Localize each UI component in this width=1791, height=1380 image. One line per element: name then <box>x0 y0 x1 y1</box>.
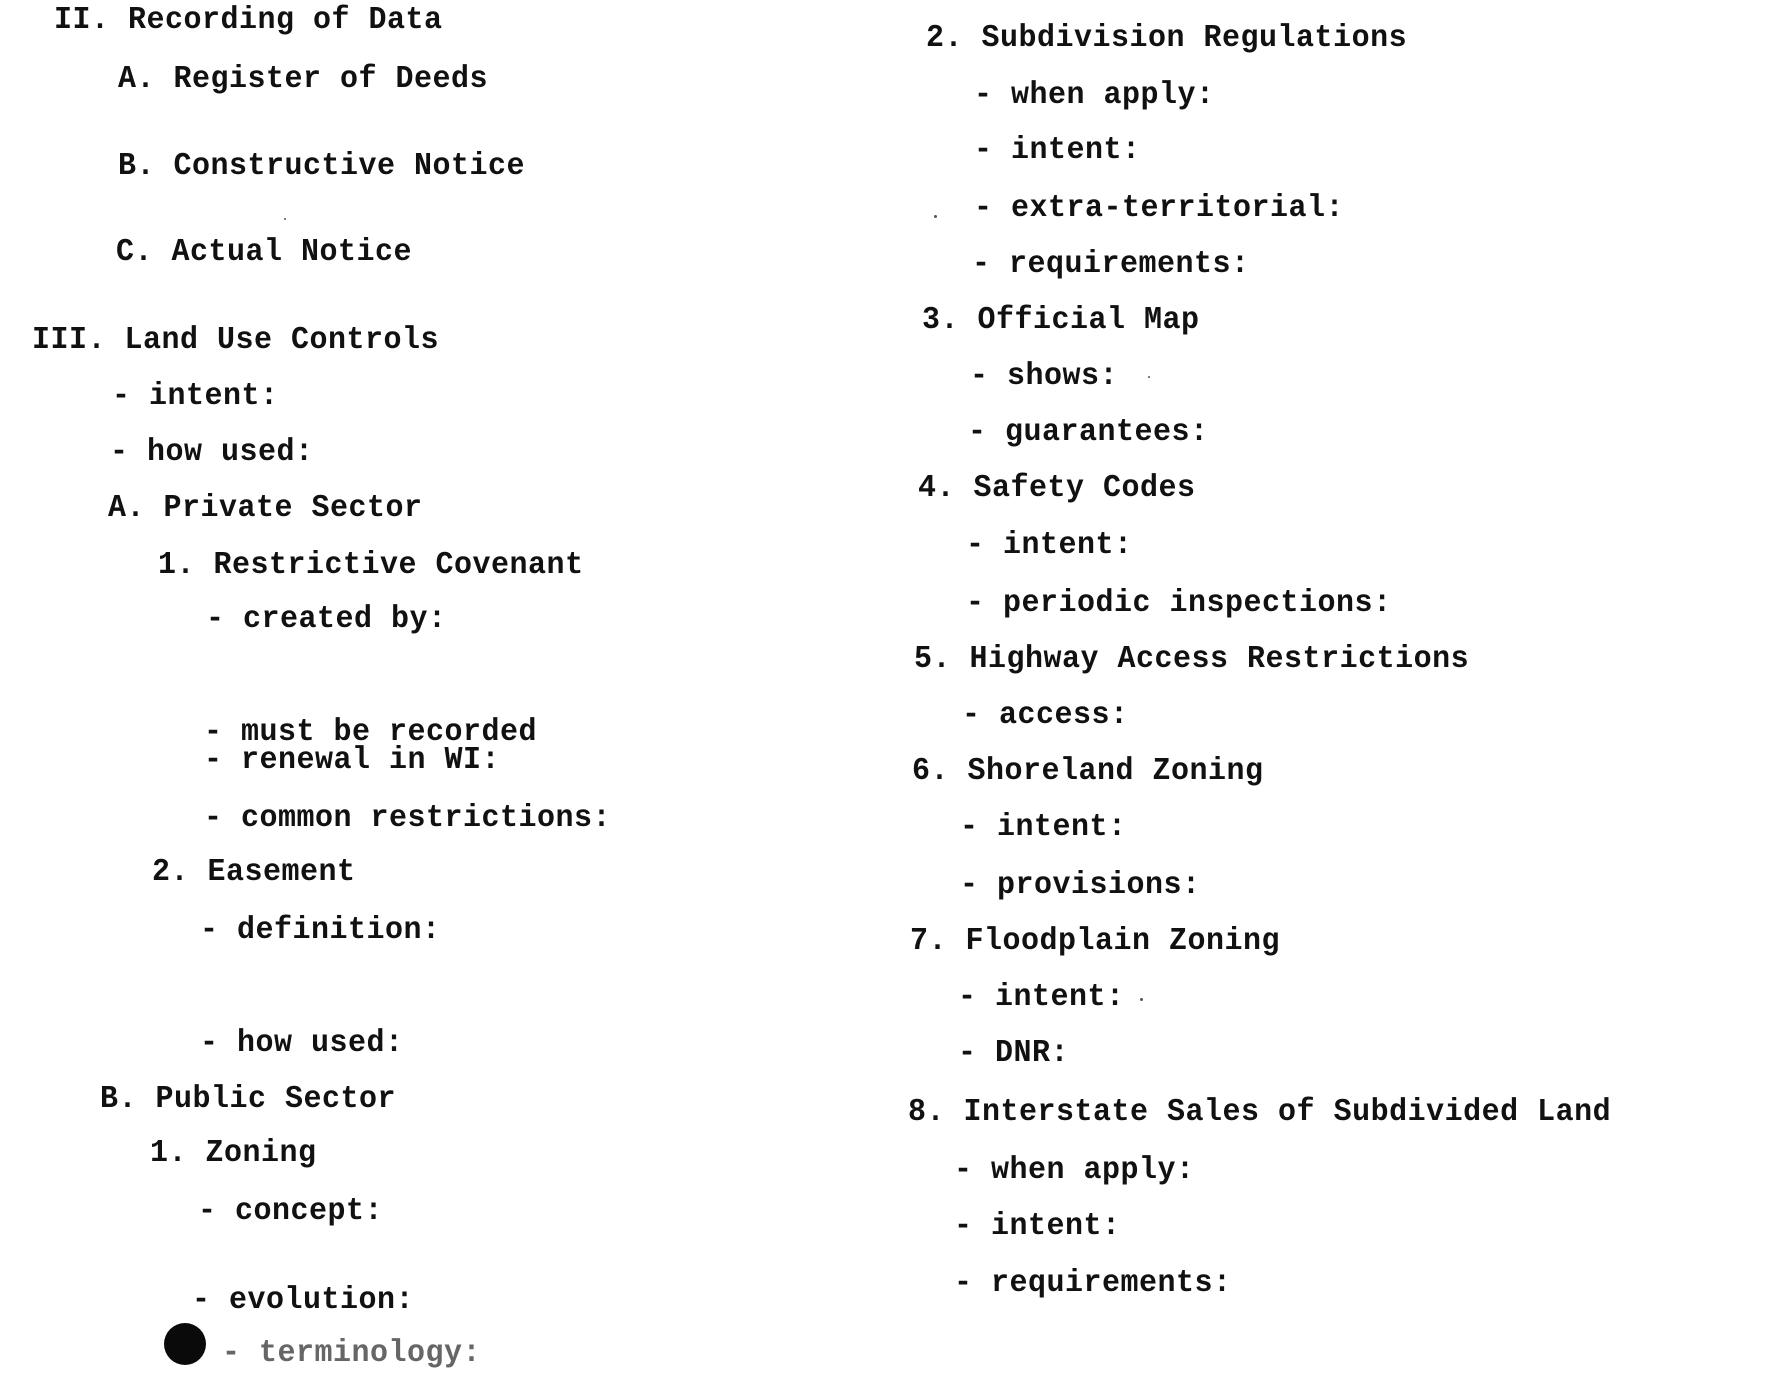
covenant-created-by: - created by: <box>206 602 447 638</box>
safety-codes-heading: 4. Safety Codes <box>918 471 1196 507</box>
floodplain-zoning-heading: 7. Floodplain Zoning <box>910 924 1281 960</box>
subdivision-regulations-heading: 2. Subdivision Regulations <box>926 21 1408 57</box>
constructive-notice: B. Constructive Notice <box>118 149 526 185</box>
interstate-intent: - intent: <box>954 1209 1121 1245</box>
zoning-evolution: - evolution: <box>192 1283 415 1319</box>
highway-access-heading: 5. Highway Access Restrictions <box>914 642 1470 678</box>
subdivision-requirements: - requirements: <box>972 247 1250 283</box>
scan-speck <box>1140 998 1143 1001</box>
safety-codes-intent: - intent: <box>966 528 1133 564</box>
official-map-heading: 3. Official Map <box>922 303 1200 339</box>
easement-definition: - definition: <box>200 913 441 949</box>
section-ii-heading: II. Recording of Data <box>54 3 443 39</box>
land-use-intent: - intent: <box>112 379 279 415</box>
public-sector-heading: B. Public Sector <box>100 1082 397 1118</box>
floodplain-intent: - intent: <box>958 980 1125 1016</box>
punch-hole-mark <box>164 1323 206 1365</box>
scan-speck <box>934 215 937 218</box>
shoreland-provisions: - provisions: <box>960 868 1201 904</box>
zoning-cut-off-text: - terminology: <box>222 1336 482 1372</box>
interstate-when-apply: - when apply: <box>954 1153 1195 1189</box>
easement-how-used: - how used: <box>200 1026 404 1062</box>
register-of-deeds: A. Register of Deeds <box>118 62 489 98</box>
official-map-guarantees: - guarantees: <box>968 415 1209 451</box>
subdivision-intent: - intent: <box>974 133 1141 169</box>
zoning-heading: 1. Zoning <box>150 1136 317 1172</box>
covenant-renewal: - renewal in WI: <box>204 743 501 779</box>
interstate-requirements: - requirements: <box>954 1266 1232 1302</box>
covenant-common-restrictions: - common restrictions: <box>204 801 612 837</box>
floodplain-dnr: - DNR: <box>958 1036 1070 1072</box>
covenant-must-be-recorded: - must be recorded <box>204 715 538 751</box>
interstate-sales-heading: 8. Interstate Sales of Subdivided Land <box>908 1095 1612 1131</box>
official-map-shows: - shows: <box>970 359 1119 395</box>
shoreland-zoning-heading: 6. Shoreland Zoning <box>912 754 1264 790</box>
actual-notice: C. Actual Notice <box>116 235 413 271</box>
easement-heading: 2. Easement <box>152 855 356 891</box>
safety-codes-periodic-inspections: - periodic inspections: <box>966 586 1392 622</box>
section-iii-heading: III. Land Use Controls <box>32 323 440 359</box>
cut-off-line <box>222 1335 484 1372</box>
restrictive-covenant-heading: 1. Restrictive Covenant <box>158 548 584 584</box>
shoreland-intent: - intent: <box>960 810 1127 846</box>
scan-speck <box>1148 376 1150 378</box>
subdivision-extra-territorial: - extra-territorial: <box>974 191 1345 227</box>
land-use-how-used: - how used: <box>110 435 314 471</box>
private-sector-heading: A. Private Sector <box>108 491 423 527</box>
zoning-concept: - concept: <box>198 1194 384 1230</box>
highway-access-access: - access: <box>962 698 1129 734</box>
scan-speck <box>284 218 286 220</box>
subdivision-when-apply: - when apply: <box>974 78 1215 114</box>
